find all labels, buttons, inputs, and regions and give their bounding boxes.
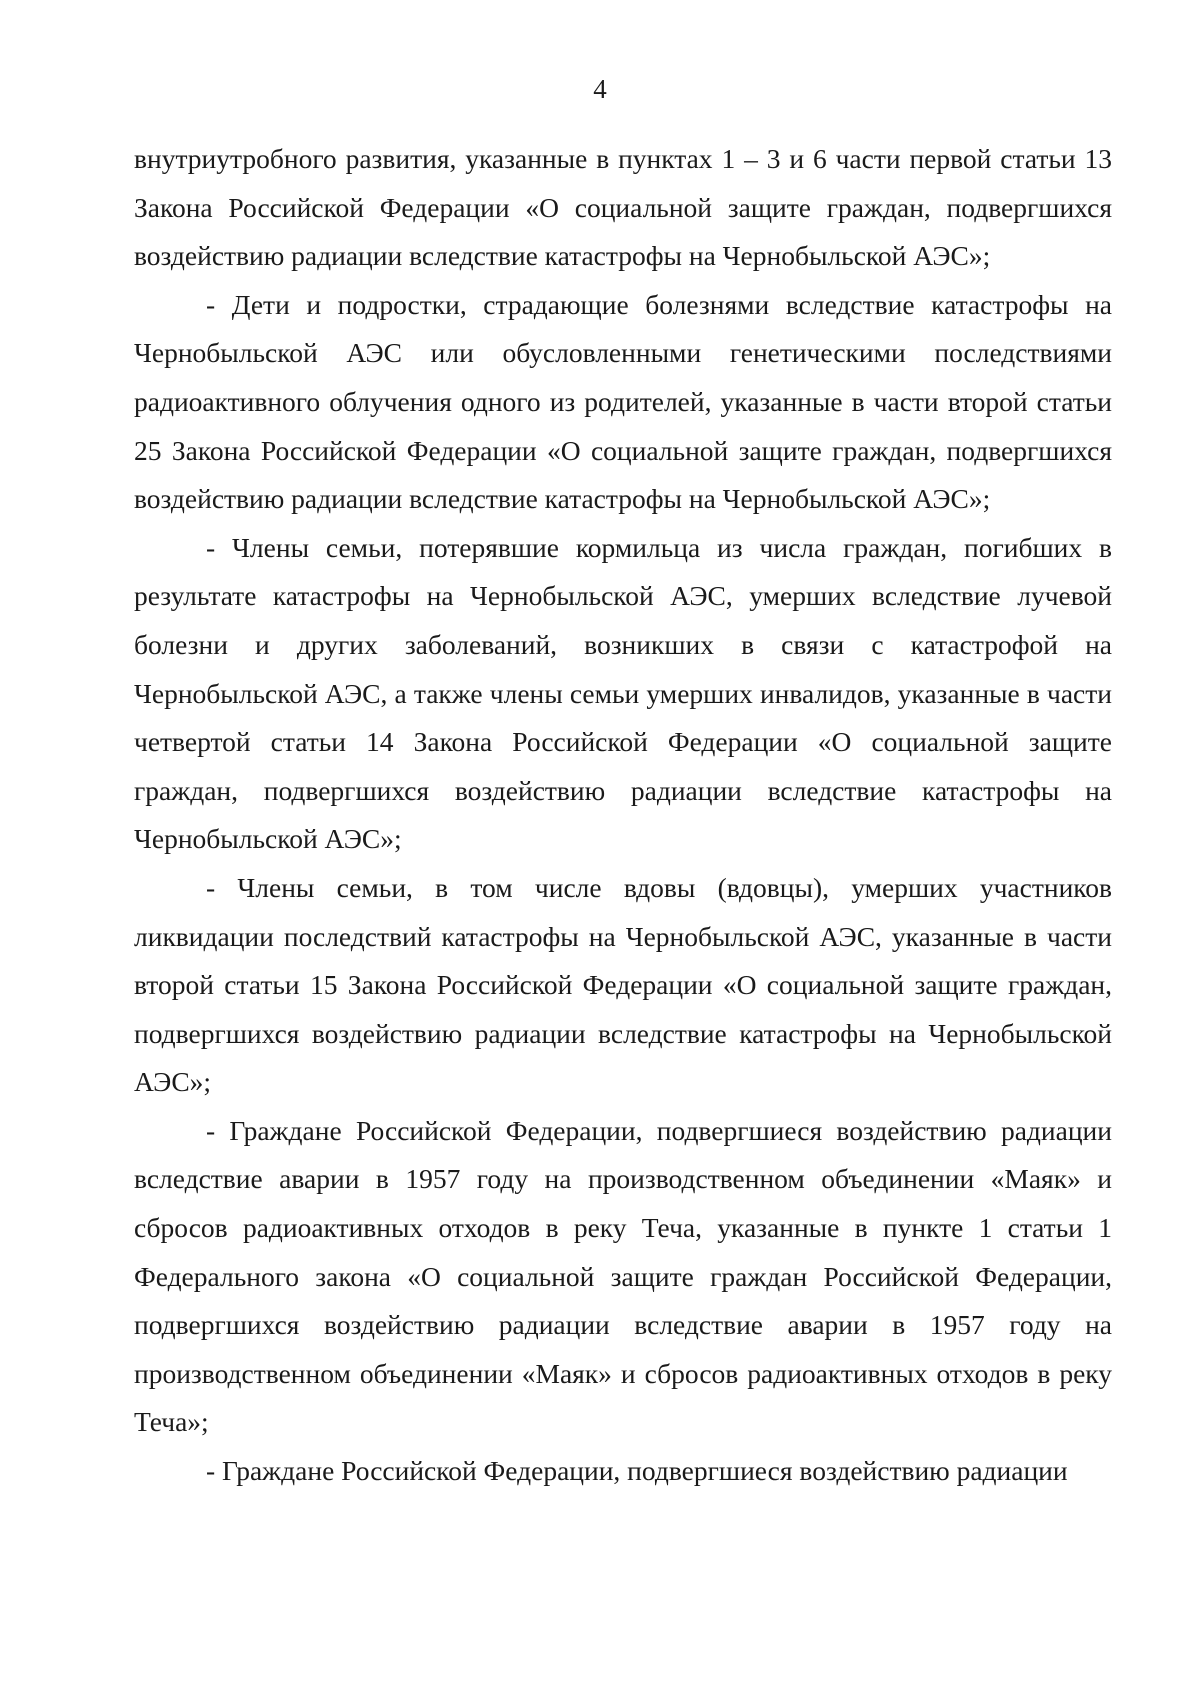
- document-body: [134, 135, 1112, 1496]
- paragraph-continuation: внутриутробного развития, указанные в пунктах 1 – 3 и 6 части первой статьи 13 Закона Российской Федерации «О социальной защите граждан, подвергшихся воздействию радиации вследствие катастрофы на Чернобыльской АЭС»;: [134, 143, 1112, 272]
- list-item-citizens-radiation: - Граждане Российской Федерации, подвергшиеся воздействию радиации: [206, 1455, 1068, 1487]
- list-item-family-breadwinner-loss: - Члены семьи, потерявшие кормильца из числа граждан, погибших в результате катастрофы на Чернобыльской АЭС, умерших вследствие лучевой болезни и других заболеваний, возникших в связи с катастрофой на Чернобыльской АЭС, а также члены семьи умерших инвалидов, указанные в части четвертой статьи 14 Закона Российской Федерации «О социальной защите граждан, подвергшихся воздействию радиации вследствие катастрофы на Чернобыльской АЭС»;: [134, 531, 1112, 855]
- list-item-family-liquidators: - Члены семьи, в том числе вдовы (вдовцы), умерших участников ликвидации последствий катастрофы на Чернобыльской АЭС, указанные в части второй статьи 15 Закона Российской Федерации «О социальной защите граждан, подвергшихся воздействию радиации вследствие катастрофы на Чернобыльской АЭС»;: [134, 871, 1112, 1098]
- page-number: 4: [593, 74, 607, 104]
- list-item-children-adolescents: - Дети и подростки, страдающие болезнями вследствие катастрофы на Чернобыльской АЭС или обусловленными генетическими последствиями радиоактивного облучения одного из родителей, указанные в части второй статьи 25 Закона Российской Федерации «О социальной защите граждан, подвергшихся воздействию радиации вследствие катастрофы на Чернобыльской АЭС»;: [134, 288, 1112, 515]
- list-item-mayak-1957-techa: - Граждане Российской Федерации, подвергшиеся воздействию радиации вследствие аварии в 1957 году на производственном объединении «Маяк» и сбросов радиоактивных отходов в реку Теча, указанные в пункте 1 статьи 1 Федерального закона «О социальной защите граждан Российской Федерации, подвергшихся воздействию радиации вследствие аварии в 1957 году на производственном объединении «Маяк» и сбросов радиоактивных отходов в реку Теча»;: [134, 1114, 1112, 1438]
